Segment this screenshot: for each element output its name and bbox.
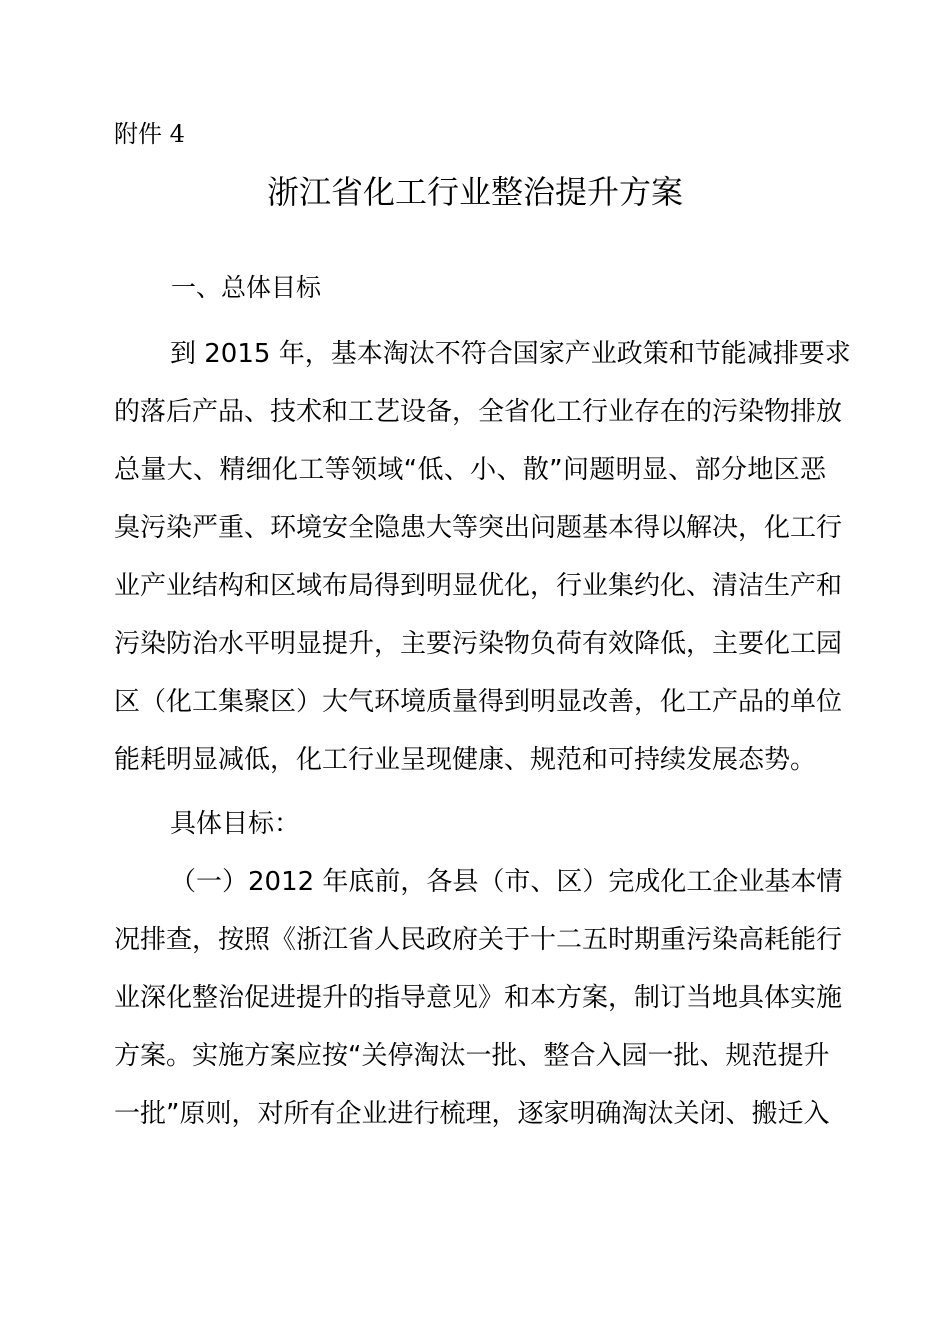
paragraph-line: 到 2015 年，基本淘汰不符合国家产业政策和节能减排要求 <box>170 339 851 369</box>
paragraph-line: 能耗明显减低，化工行业呈现健康、规范和可持续发展态势。 <box>114 745 817 775</box>
paragraph-line: 污染防治水平明显提升，主要污染物负荷有效降低，主要化工园 <box>114 629 843 659</box>
specific-goals-label: 具体目标： <box>170 809 301 839</box>
paragraph-line: 业产业结构和区域布局得到明显优化，行业集约化、清洁生产和 <box>114 571 843 601</box>
paragraph-overall-goals <box>114 325 851 789</box>
paragraph-line: （一）2012 年底前，各县（市、区）完成化工企业基本情 <box>170 867 843 897</box>
specific-goals-block <box>114 795 826 853</box>
paragraph-specific-goal-1 <box>114 853 843 1143</box>
document-title: 浙江省化工行业整治提升方案 <box>266 173 683 211</box>
paragraph-line: 臭污染严重、环境安全隐患大等突出问题基本得以解决，化工行 <box>114 513 843 543</box>
section-heading: 一、总体目标 <box>171 273 322 302</box>
paragraph-line: 业深化整治促进提升的指导意见》和本方案，制订当地具体实施 <box>114 983 843 1013</box>
paragraph-line: 的落后产品、技术和工艺设备，全省化工行业存在的污染物排放 <box>114 397 843 427</box>
paragraph-line: 况排查，按照《浙江省人民政府关于十二五时期重污染高耗能行 <box>114 925 843 955</box>
paragraph-line: 区（化工集聚区）大气环境质量得到明显改善，化工产品的单位 <box>114 687 843 717</box>
paragraph-line: 方案。实施方案应按“关停淘汰一批、整合入园一批、规范提升 <box>114 1041 830 1071</box>
paragraph-line: 一批”原则，对所有企业进行梳理，逐家明确淘汰关闭、搬迁入 <box>114 1099 830 1129</box>
attachment-label: 附件 4 <box>114 120 185 148</box>
paragraph-line: 总量大、精细化工等领域“低、小、散”问题明显、部分地区恶 <box>114 455 826 485</box>
